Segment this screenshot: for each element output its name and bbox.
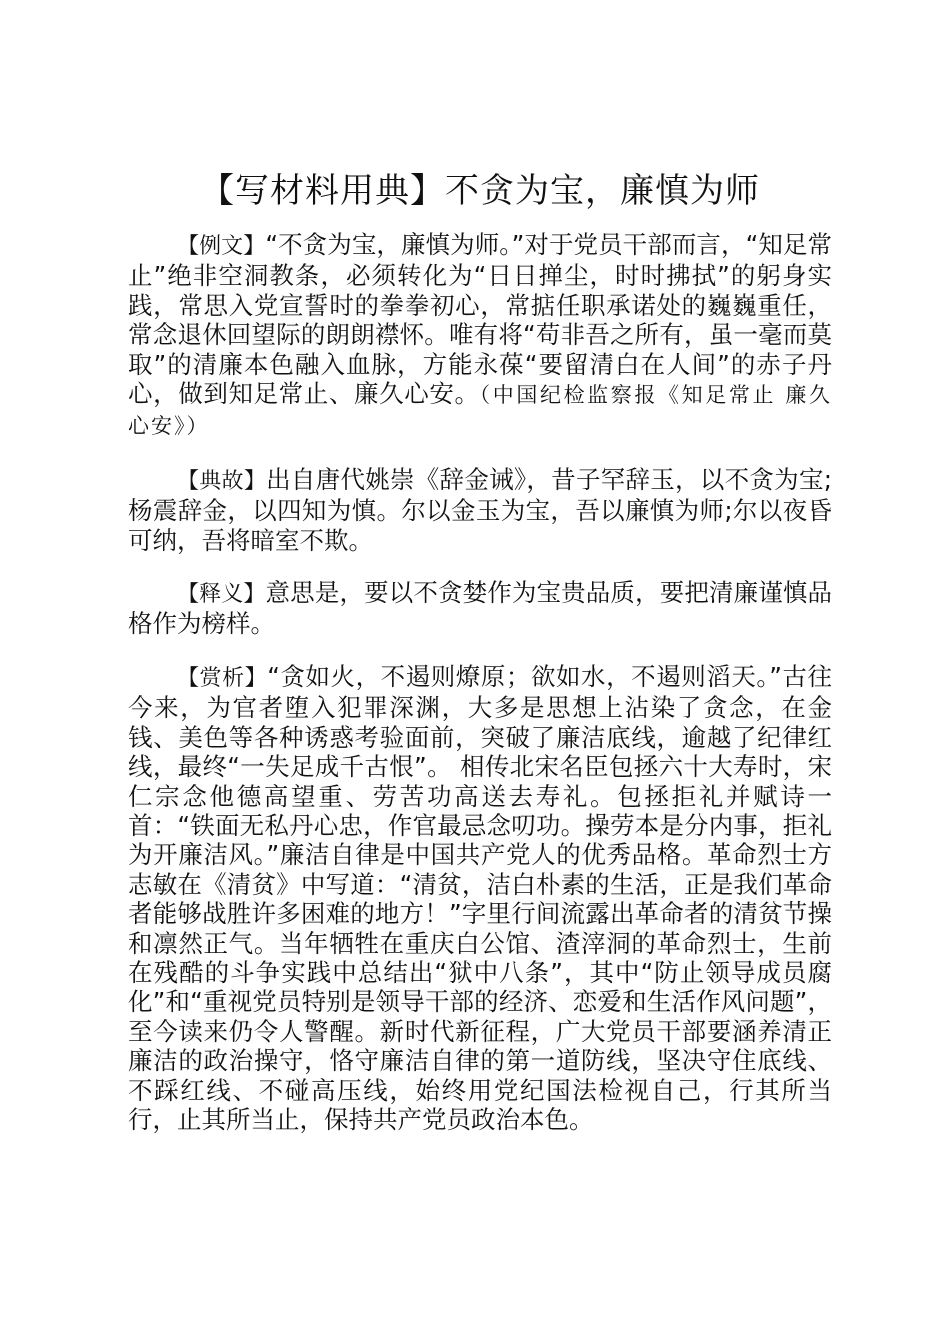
meaning-text: 意思是，要以不贪婪作为宝贵品质，要把清廉谨慎品格作为榜样。 [128, 578, 832, 639]
example-source: （中国纪检监察报《知足常止 廉久心安》） [128, 383, 832, 439]
paragraph-meaning [128, 578, 832, 639]
appreciation-text: “贪如火，不遏则燎原；欲如水，不遏则滔天。”古往今来，为官者堕入犯罪深渊，大多是思想上沾染了贪念，在金钱、美色等各种诱惑考验面前，突破了廉洁底线，逾越了纪律红线，最终“一失足成千古恨”。 相传北宋名臣包拯六十大寿时，宋仁宗念他德高望重、劳苦功高送去寿礼。包拯拒礼并赋诗一首：“铁面无私丹心忠，作官最忌念叨功。操劳本是分内事，拒礼为开廉洁风。”廉洁自律是中国共产党人的优秀品格。革命烈士方志敏在《清贫》中写道：“清贫，洁白朴素的生活，正是我们革命者能够战胜许多困难的地方！”字里行间流露出革命者的清贫节操和凛然正气。当年牺牲在重庆白公馆、渣滓洞的革命烈士，生前在残酷的斗争实践中总结出“狱中八条”，其中“防止领导成员腐化”和“重视党员特别是领导干部的经济、恋爱和生活作风问题”，至今读来仍令人警醒。新时代新征程，广大党员干部要涵养清正廉洁的政治操守，恪守廉洁自律的第一道防线，坚决守住底线、不踩红线、不碰高压线，始终用党纪国法检视自己，行其所当行，止其所当止，保持共产党员政治本色。 [128, 661, 832, 1134]
paragraph-appreciation [128, 662, 832, 1135]
label-allusion: 【典故】 [177, 468, 267, 494]
document-page [128, 168, 832, 1157]
label-example: 【例文】 [177, 234, 266, 259]
paragraph-allusion [128, 465, 832, 555]
example-text: “不贪为宝，廉慎为师。”对于党员干部而言，“知足常止”绝非空洞教条，必须转化为“日日掸尘，时时拂拭”的躬身实践，常思入党宣誓时的拳拳初心，常掂任职承诺处的巍巍重任，常念退休回望际的朗朗襟怀。唯有将“苟非吾之所有，虽一毫而莫取”的清廉本色融入血脉，方能永葆“要留清白在人间”的赤子丹心，做到知足常止、廉久心安。 [128, 230, 832, 409]
paragraph-example [128, 230, 832, 442]
allusion-text: 出自唐代姚崇《辞金诫》，昔子罕辞玉，以不贪为宝;杨震辞金，以四知为慎。尔以金玉为宝，吾以廉慎为师;尔以夜昏可纳，吾将暗室不欺。 [128, 464, 832, 555]
document-title: 【写材料用典】不贪为宝，廉慎为师 [200, 171, 760, 211]
label-appreciation: 【赏析】 [177, 665, 268, 691]
label-meaning: 【释义】 [177, 582, 266, 608]
